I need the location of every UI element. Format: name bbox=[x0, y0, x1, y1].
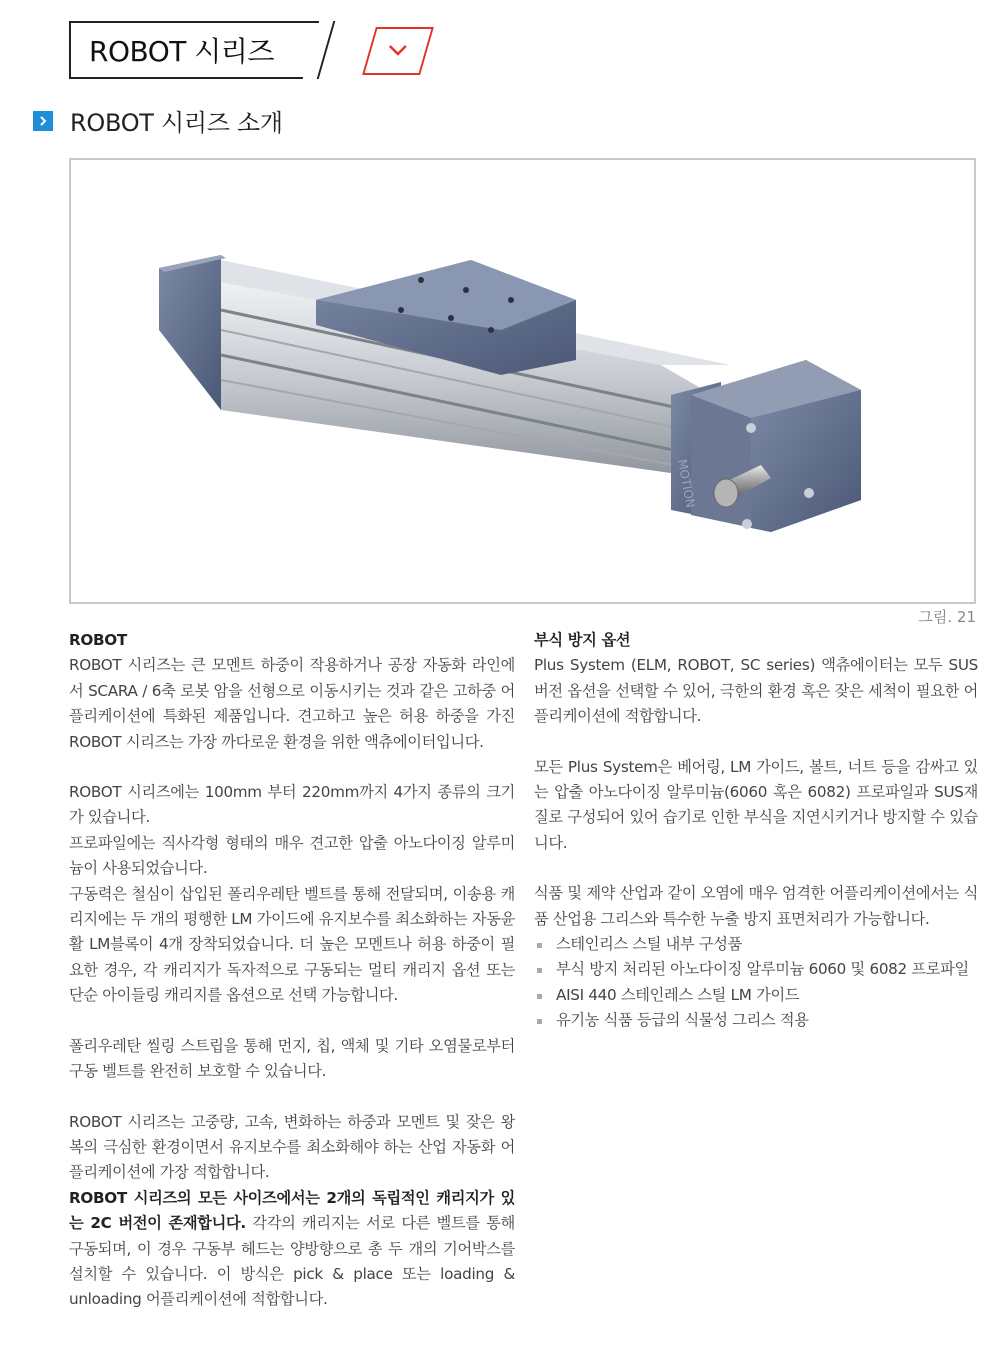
feature-list bbox=[534, 932, 978, 1034]
page-tab bbox=[69, 21, 319, 77]
right-paragraph-2: 모든 Plus System은 베어링, LM 가이드, 볼트, 너트 등을 감싸고 있는 압출 아노다이징 알루미늄(6060 혹은 6082) 프로파일과 SUS재질로 구성되어 있어 습기로 인한 부식을 지연시키거나 방지할 수 있습니다. bbox=[534, 757, 978, 852]
chevron-down-icon bbox=[387, 42, 409, 61]
chevron-right-icon bbox=[33, 111, 53, 131]
list-item: 부식 방지 처리된 아노다이징 알루미늄 6060 및 6082 프로파일 bbox=[534, 957, 978, 982]
page-title: ROBOT 시리즈 bbox=[69, 21, 319, 79]
left-paragraph-4: 구동력은 철심이 삽입된 폴리우레탄 벨트를 통해 전달되며, 이송용 캐리지에는 두 개의 평행한 LM 가이드에 유지보수를 최소화하는 자동윤활 LM블록이 4개 장착되었습니다. 더 높은 모멘트나 허용 하중이 필요한 경우, 각 캐리지가 독자적으로 구동되는 멀티 캐리지 옵션 또는 단순 아이들링 캐리지를 옵션으로 선택 가능합니다. bbox=[69, 884, 515, 1005]
section-heading bbox=[33, 103, 283, 138]
right-paragraph-1: Plus System (ELM, ROBOT, SC series) 액츄에이터는 모두 SUS 버전 옵션을 선택할 수 있어, 극한의 환경 혹은 잦은 세척이 필요한 어플리케이션에 적합합니다. bbox=[534, 656, 978, 726]
linear-actuator-image bbox=[71, 160, 974, 602]
left-paragraph-5: 폴리우레탄 씰링 스트립을 통해 먼지, 칩, 액체 및 기타 오염물로부터 구동 벨트를 완전히 보호할 수 있습니다. bbox=[69, 1036, 515, 1081]
list-item: 유기농 식품 등급의 식물성 그리스 적용 bbox=[534, 1008, 978, 1033]
series-dropdown-button[interactable] bbox=[362, 27, 434, 75]
right-paragraph-3: 식품 및 제약 산업과 같이 오염에 매우 엄격한 어플리케이션에서는 식품 산업용 그리스와 특수한 누출 방지 표면처리가 가능합니다. bbox=[534, 884, 978, 928]
right-column bbox=[534, 628, 978, 1034]
list-item: 스테인리스 스틸 내부 구성품 bbox=[534, 932, 978, 957]
product-figure bbox=[69, 158, 976, 604]
motion-logo: MOTION bbox=[675, 458, 698, 509]
figure-caption: 그림. 21 bbox=[918, 608, 976, 626]
left-paragraph-2: ROBOT 시리즈에는 100mm 부터 220mm까지 4가지 종류의 크기가 있습니다. bbox=[69, 783, 515, 827]
section-title: ROBOT 시리즈 소개 bbox=[70, 109, 283, 137]
left-paragraph-3: 프로파일에는 직사각형 형태의 매우 견고한 압출 아노다이징 알루미늄이 사용되었습니다. bbox=[69, 833, 515, 878]
list-item: AISI 440 스테인레스 스틸 LM 가이드 bbox=[534, 983, 978, 1008]
left-paragraph-7 bbox=[69, 1186, 515, 1313]
left-column bbox=[69, 628, 515, 1313]
right-heading: 부식 방지 옵션 bbox=[534, 631, 631, 649]
left-paragraph-6: ROBOT 시리즈는 고중량, 고속, 변화하는 하중과 모멘트 및 잦은 왕복의 극심한 환경이면서 유지보수를 최소화해야 하는 산업 자동화 어플리케이션에 가장 적합합니다. bbox=[69, 1112, 515, 1182]
left-heading: ROBOT bbox=[69, 631, 127, 649]
left-paragraph-7-bold: ROBOT 시리즈의 모든 사이즈에서는 2개의 독립적인 캐리지가 있는 2C 버전이 존재합니다. bbox=[69, 1188, 515, 1233]
left-paragraph-1: ROBOT 시리즈는 큰 모멘트 하중이 작용하거나 공장 자동화 라인에서 SCARA / 6축 로봇 암을 선형으로 이동시키는 것과 같은 고하중 어플리케이션에 특화된 제품입니다. 견고하고 높은 허용 하중을 가진 ROBOT 시리즈는 가장 까다로운 환경을 위한 액츄에이터입니다. bbox=[69, 656, 515, 751]
left-paragraph-7-rest: 각각의 캐리지는 서로 다른 벨트를 통해 구동되며, 이 경우 구동부 헤드는 양방향으로 총 두 개의 기어박스를 설치할 수 있습니다. 이 방식은 pick & place 또는 loading & unloading 어플리케이션에 적합합니다. bbox=[69, 1214, 515, 1309]
